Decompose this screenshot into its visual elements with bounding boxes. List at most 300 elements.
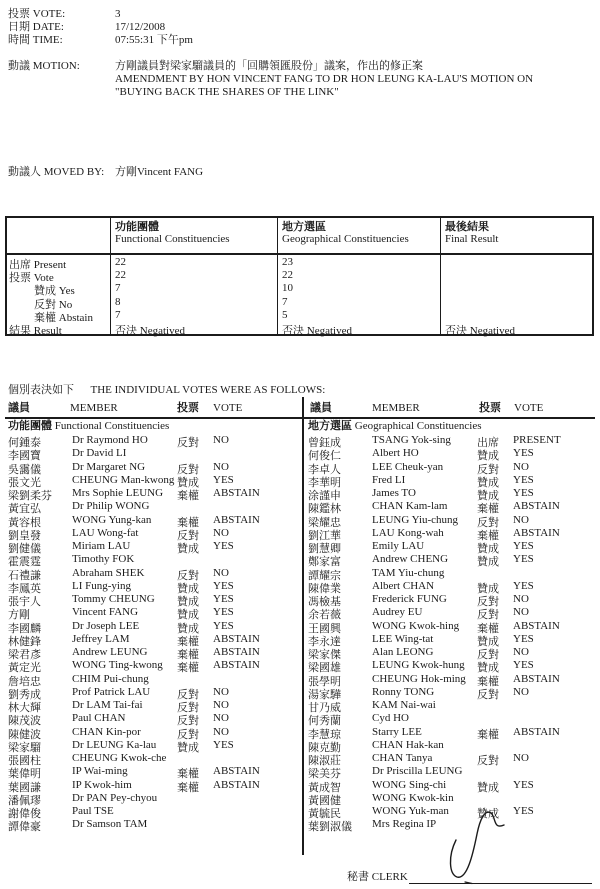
member-vote-en: ABSTAIN (513, 672, 560, 685)
clerk-signature-icon (438, 806, 558, 886)
member-row (308, 739, 600, 752)
vote-number-label: 投票 VOTE: (8, 8, 66, 20)
member-row (8, 633, 300, 646)
member-vote-zh: 棄權 (477, 529, 499, 542)
member-name-en: CHAN Kam-lam (372, 500, 448, 513)
member-vote-zh: 棄權 (177, 662, 199, 675)
member-name-en: WONG Kwok-kin (372, 791, 454, 804)
left-member-header-zh: 議員 (8, 402, 30, 414)
member-name-en: IP Kwok-him (72, 778, 132, 791)
member-vote-en: NO (513, 752, 529, 764)
member-row (8, 500, 300, 516)
member-row (8, 659, 300, 675)
member-row (308, 580, 600, 593)
summary-fc-value: 22 (115, 269, 126, 282)
member-name-en: CHIM Pui-chung (72, 672, 149, 685)
member-row (308, 726, 600, 739)
member-name-en: KAM Nai-wai (372, 699, 436, 711)
member-name-zh: 梁美芬 (308, 768, 341, 781)
motion-label: 動議 MOTION: (8, 60, 80, 72)
member-name-zh: 劉慧卿 (308, 543, 341, 555)
member-row (8, 447, 300, 463)
member-name-en: WONG Yuk-man (372, 805, 449, 817)
member-vote-zh: 棄權 (477, 728, 499, 741)
summary-gc-value: 5 (282, 308, 288, 321)
summary-col-fc-zh-text: 功能團體 (115, 221, 159, 233)
summary-fc-value: 8 (115, 295, 121, 308)
member-name-zh: 甘乃威 (308, 702, 341, 714)
member-row (308, 620, 600, 633)
member-name-en: WONG Ting-kwong (72, 659, 163, 672)
member-vote-en: YES (213, 593, 234, 605)
member-vote-en: NO (513, 685, 529, 698)
member-name-en: Fred LI (372, 473, 406, 486)
member-name-en: IP Wai-ming (72, 765, 128, 778)
summary-gc-value: 7 (282, 295, 288, 308)
individual-section-label (8, 384, 325, 396)
member-row (8, 514, 300, 527)
member-vote-en: NO (513, 646, 529, 658)
member-vote-en: ABSTAIN (513, 725, 560, 738)
member-vote-en: YES (513, 487, 534, 499)
member-name-zh: 梁家騮 (8, 741, 41, 754)
left-group-header-en: Functional Constituencies (54, 420, 170, 432)
member-name-en: Andrew LEUNG (72, 646, 148, 658)
member-vote-zh: 贊成 (477, 543, 499, 555)
member-name-en: CHAN Tanya (372, 752, 433, 764)
member-name-zh: 葉國謙 (8, 781, 41, 794)
member-name-zh: 馮檢基 (308, 596, 341, 608)
member-name-zh: 鄭家富 (308, 556, 341, 569)
time-label: 時間 TIME: (8, 34, 63, 46)
member-name-en: Abraham SHEK (72, 566, 145, 579)
member-vote-zh: 棄權 (177, 768, 199, 781)
member-vote-zh: 棄權 (177, 490, 199, 502)
member-row (308, 567, 600, 580)
member-name-zh: 梁國雄 (308, 662, 341, 675)
member-vote-zh: 棄權 (177, 781, 199, 794)
member-vote-en: NO (513, 606, 529, 619)
member-name-zh: 葉劉淑儀 (308, 821, 352, 834)
member-row (8, 434, 300, 447)
right-member-header-en: MEMBER (372, 402, 420, 414)
member-name-zh: 陳茂波 (8, 715, 41, 728)
member-name-en: WONG Sing-chi (372, 778, 447, 791)
member-vote-zh: 反對 (177, 688, 199, 701)
member-name-en: Ronny TONG (372, 685, 435, 698)
member-vote-zh: 贊成 (177, 476, 199, 489)
member-vote-zh: 出席 (477, 437, 499, 449)
member-name-zh: 譚耀宗 (308, 569, 341, 582)
member-name-en: Miriam LAU (72, 540, 131, 552)
member-name-zh: 梁耀忠 (308, 516, 341, 529)
member-name-zh: 王國興 (308, 622, 341, 635)
member-vote-zh: 贊成 (477, 450, 499, 463)
member-name-zh: 劉健儀 (8, 543, 41, 555)
member-vote-zh: 贊成 (477, 490, 499, 502)
summary-row-label: 結果 Result (9, 325, 62, 337)
member-vote-zh: 反對 (477, 755, 499, 767)
summary-gc-value: 23 (282, 256, 293, 268)
member-vote-en: YES (213, 579, 234, 592)
summary-col-final-zh-text: 最後結果 (445, 221, 489, 233)
member-name-zh: 陳鑑林 (308, 503, 341, 516)
member-vote-en: ABSTAIN (213, 659, 260, 672)
member-name-en: Starry LEE (372, 725, 422, 738)
member-vote-en: ABSTAIN (513, 619, 560, 632)
summary-col-fc-en: Functional Constituencies (115, 233, 230, 245)
member-name-en: LEE Cheuk-yan (372, 460, 444, 473)
moved-by-label: 動議人 MOVED BY: (8, 166, 105, 178)
member-vote-zh: 棄權 (177, 649, 199, 661)
member-name-en: Emily LAU (372, 540, 425, 552)
member-vote-zh: 贊成 (477, 476, 499, 489)
member-name-en: CHAN Hak-kan (372, 738, 444, 751)
date-value: 17/12/2008 (115, 21, 166, 33)
member-vote-zh: 反對 (477, 463, 499, 476)
member-vote-en: YES (513, 805, 534, 817)
member-row (308, 553, 600, 569)
member-name-en: LAU Kong-wah (372, 526, 444, 539)
member-row (308, 765, 600, 781)
member-row (308, 792, 600, 805)
member-row (8, 699, 300, 712)
member-row (8, 818, 300, 834)
member-name-zh: 詹培忠 (8, 675, 41, 688)
member-name-en: Dr David LI (72, 447, 127, 460)
member-vote-en: NO (213, 460, 229, 473)
member-name-en: LAU Wong-fat (72, 526, 139, 539)
right-group-header (308, 420, 482, 432)
member-row (308, 673, 600, 686)
member-name-en: Paul CHAN (72, 712, 126, 725)
member-name-zh: 黃宜弘 (8, 503, 41, 516)
summary-col-gc-zh-text: 地方選區 (282, 221, 326, 233)
summary-fc-value: 22 (115, 256, 126, 268)
member-name-zh: 劉秀成 (8, 688, 41, 701)
member-name-en: TAM Yiu-chung (372, 566, 445, 579)
summary-col-fc-zh (115, 221, 159, 233)
left-vote-header-zh: 投票 (177, 402, 199, 414)
left-group-header-zh: 功能團體 (8, 420, 52, 432)
member-name-zh: 梁劉柔芬 (8, 490, 52, 502)
member-row (8, 461, 300, 474)
member-name-en: Cyd HO (372, 712, 409, 725)
member-name-zh: 張國柱 (8, 755, 41, 767)
member-row (308, 779, 600, 792)
member-name-zh: 陳健波 (8, 728, 41, 741)
member-name-en: James TO (372, 487, 416, 499)
column-divider-line (302, 397, 304, 855)
summary-fc-value: 7 (115, 308, 121, 321)
member-name-en: Dr Raymond HO (72, 434, 148, 446)
member-vote-zh: 贊成 (477, 556, 499, 569)
member-row (8, 712, 300, 728)
member-vote-en: ABSTAIN (213, 632, 260, 645)
member-vote-en: ABSTAIN (513, 500, 560, 513)
member-name-zh: 劉皇發 (8, 529, 41, 542)
individual-header-rule (5, 417, 595, 419)
member-vote-en: YES (513, 553, 534, 566)
member-name-en: LEE Wing-tat (372, 632, 434, 645)
member-name-en: Audrey EU (372, 606, 423, 619)
member-vote-en: YES (513, 473, 534, 486)
member-name-zh: 李永達 (308, 635, 341, 648)
member-vote-zh: 反對 (177, 702, 199, 714)
summary-row-label: 棄權 Abstain (34, 311, 93, 324)
member-name-zh: 黃成智 (308, 781, 341, 794)
right-group-header-zh: 地方選區 (308, 420, 352, 432)
member-name-zh: 陳克勤 (308, 741, 341, 754)
summary-gc-value: 22 (282, 269, 293, 282)
member-row (308, 527, 600, 540)
member-vote-zh: 棄權 (477, 503, 499, 516)
member-name-zh: 李慧琼 (308, 728, 341, 741)
member-name-en: Vincent FANG (72, 606, 139, 619)
right-vote-header-zh: 投票 (479, 402, 501, 414)
member-row (308, 514, 600, 527)
member-vote-zh: 贊成 (477, 582, 499, 595)
member-name-en: CHAN Kin-por (72, 725, 141, 738)
summary-row-label: 投票 Vote (9, 272, 54, 285)
member-name-zh: 劉江華 (308, 529, 341, 542)
member-row (8, 805, 300, 818)
member-row (8, 765, 300, 781)
member-name-zh: 何鍾泰 (8, 437, 41, 449)
member-vote-en: ABSTAIN (213, 765, 260, 778)
member-vote-zh: 贊成 (477, 635, 499, 648)
member-name-zh: 梁君彥 (8, 649, 41, 661)
member-name-zh: 黃毓民 (308, 808, 341, 820)
member-vote-zh: 贊成 (477, 662, 499, 675)
member-vote-en: YES (213, 540, 234, 552)
member-name-en: Jeffrey LAM (72, 632, 130, 645)
member-name-zh: 李國寶 (8, 450, 41, 463)
member-vote-zh: 贊成 (177, 622, 199, 635)
member-name-en: CHEUNG Man-kwong (72, 473, 175, 486)
member-name-zh: 陳淑莊 (308, 755, 341, 767)
member-name-zh: 何俊仁 (308, 450, 341, 463)
member-vote-zh: 棄權 (477, 622, 499, 635)
member-vote-en: YES (513, 447, 534, 460)
member-name-zh: 梁家傑 (308, 649, 341, 661)
summary-table (5, 216, 594, 336)
member-name-zh: 湯家驊 (308, 688, 341, 701)
member-row (308, 646, 600, 659)
member-name-zh: 林大輝 (8, 702, 41, 714)
right-vote-header-en: VOTE (514, 402, 544, 414)
member-vote-zh: 棄權 (177, 516, 199, 529)
member-name-zh: 張學明 (308, 675, 341, 688)
member-vote-zh: 反對 (477, 596, 499, 608)
summary-row-label: 反對 No (34, 298, 73, 311)
member-vote-zh: 贊成 (177, 741, 199, 754)
member-vote-en: NO (213, 712, 229, 725)
member-name-en: TSANG Yok-sing (372, 434, 451, 446)
member-row (308, 474, 600, 487)
member-row (8, 606, 300, 622)
member-vote-en: YES (513, 540, 534, 552)
member-vote-zh: 反對 (477, 649, 499, 661)
member-row (8, 553, 300, 569)
member-name-zh: 張文光 (8, 476, 41, 489)
member-name-en: Tommy CHEUNG (72, 593, 155, 605)
member-vote-zh: 反對 (177, 463, 199, 476)
member-vote-en: YES (513, 659, 534, 672)
member-name-zh: 何秀蘭 (308, 715, 341, 728)
member-name-en: WONG Yung-kan (72, 513, 152, 526)
member-name-zh: 潘佩璆 (8, 794, 41, 807)
member-row (8, 792, 300, 805)
member-row (8, 726, 300, 739)
member-vote-en: YES (213, 738, 234, 751)
member-name-zh: 林健鋒 (8, 635, 41, 648)
member-vote-en: NO (513, 513, 529, 526)
member-row (8, 752, 300, 765)
summary-fc-value: 7 (115, 282, 121, 295)
member-row (8, 593, 300, 606)
member-name-en: Prof Patrick LAU (72, 685, 151, 698)
member-vote-en: YES (513, 778, 534, 791)
member-row (8, 646, 300, 659)
member-name-zh: 黃國健 (308, 794, 341, 807)
member-vote-zh: 反對 (177, 728, 199, 741)
summary-row-label: 贊成 Yes (34, 285, 75, 298)
left-vote-header-en: VOTE (213, 402, 243, 414)
member-row (308, 633, 600, 646)
member-vote-en: YES (213, 619, 234, 632)
summary-table-divider-1 (110, 218, 111, 334)
right-member-header-zh: 議員 (310, 402, 332, 414)
member-vote-zh: 反對 (477, 609, 499, 622)
member-vote-en: ABSTAIN (213, 646, 260, 658)
member-name-en: Andrew CHENG (372, 553, 449, 566)
member-row (8, 739, 300, 752)
member-vote-zh: 贊成 (177, 609, 199, 622)
member-vote-en: NO (213, 566, 229, 579)
summary-final-value: 否決 Negatived (445, 325, 515, 337)
summary-col-gc-en: Geographical Constituencies (282, 233, 409, 245)
member-name-zh: 李國麟 (8, 622, 41, 635)
member-name-en: LI Fung-ying (72, 579, 131, 592)
member-name-zh: 李鳳英 (8, 582, 41, 595)
member-name-en: Frederick FUNG (372, 593, 447, 605)
member-name-en: Dr Joseph LEE (72, 619, 140, 632)
summary-fc-value: 否決 Negatived (115, 325, 185, 337)
member-row (308, 686, 600, 699)
summary-gc-value: 10 (282, 282, 293, 295)
member-name-zh: 李華明 (308, 476, 341, 489)
right-group-header-en: Geographical Constituencies (354, 420, 482, 432)
member-row (8, 580, 300, 593)
member-row (8, 567, 300, 580)
member-vote-en: NO (513, 593, 529, 605)
summary-table-divider-2 (277, 218, 278, 334)
member-vote-en: NO (213, 699, 229, 711)
date-label: 日期 DATE: (8, 21, 64, 33)
member-vote-en: NO (213, 434, 229, 446)
member-name-en: LEUNG Yiu-chung (372, 513, 459, 526)
member-vote-en: ABSTAIN (213, 778, 260, 791)
moved-by-value: 方剛Vincent FANG (115, 166, 204, 178)
member-row (8, 779, 300, 792)
member-row (308, 434, 600, 447)
member-vote-zh: 反對 (177, 529, 199, 542)
member-name-en: Mrs Regina IP (372, 818, 437, 831)
member-name-en: Dr LEUNG Ka-lau (72, 738, 157, 751)
member-row (308, 752, 600, 765)
member-vote-zh: 贊成 (477, 808, 499, 820)
member-vote-en: NO (213, 685, 229, 698)
member-name-en: Timothy FOK (72, 553, 135, 566)
member-name-zh: 吳靄儀 (8, 463, 41, 476)
member-name-en: LEUNG Kwok-hung (372, 659, 465, 672)
member-name-zh: 李卓人 (308, 463, 341, 476)
member-vote-zh: 贊成 (177, 596, 199, 608)
member-name-zh: 方剛 (8, 609, 30, 622)
member-vote-en: NO (213, 526, 229, 539)
member-name-zh: 余若薇 (308, 609, 341, 622)
vote-number-value: 3 (115, 8, 121, 20)
member-row (8, 474, 300, 487)
summary-col-gc-zh (282, 221, 326, 233)
summary-table-divider-3 (440, 218, 441, 334)
member-name-zh: 陳偉業 (308, 582, 341, 595)
member-name-en: Mrs Sophie LEUNG (72, 487, 164, 499)
member-name-zh: 黃容根 (8, 516, 41, 529)
member-vote-en: YES (513, 632, 534, 645)
member-vote-en: ABSTAIN (513, 526, 560, 539)
member-name-zh: 霍震霆 (8, 556, 41, 569)
member-vote-zh: 贊成 (177, 582, 199, 595)
member-name-en: WONG Kwok-hing (372, 619, 460, 632)
left-member-header-en: MEMBER (70, 402, 118, 414)
member-row (308, 699, 600, 712)
member-name-zh: 曾鈺成 (308, 437, 341, 449)
member-vote-en: YES (513, 579, 534, 592)
member-name-en: Dr LAM Tai-fai (72, 699, 143, 711)
member-row (8, 620, 300, 633)
member-name-zh: 石禮謙 (8, 569, 41, 582)
member-row (308, 712, 600, 728)
summary-col-final-en: Final Result (445, 233, 499, 245)
member-row (308, 500, 600, 516)
member-vote-zh: 贊成 (177, 543, 199, 555)
member-name-en: Albert CHAN (372, 579, 435, 592)
member-vote-en: ABSTAIN (213, 487, 260, 499)
member-row (8, 673, 300, 686)
member-row (308, 540, 600, 553)
member-row (308, 659, 600, 675)
member-vote-en: NO (213, 725, 229, 738)
motion-line-en2: "BUYING BACK THE SHARES OF THE LINK" (115, 86, 339, 98)
member-vote-zh: 反對 (177, 437, 199, 449)
member-name-zh: 黃定光 (8, 662, 41, 675)
member-row (8, 527, 300, 540)
member-name-en: Albert HO (372, 447, 419, 460)
member-name-en: CHEUNG Kwok-che (72, 752, 167, 764)
member-vote-zh: 反對 (177, 715, 199, 728)
member-vote-zh: 棄權 (477, 675, 499, 688)
summary-header-rule (7, 253, 592, 255)
member-row (308, 461, 600, 474)
member-vote-en: NO (513, 460, 529, 473)
member-vote-zh: 反對 (477, 688, 499, 701)
member-name-zh: 譚偉豪 (8, 821, 41, 834)
individual-section-label-en: THE INDIVIDUAL VOTES WERE AS FOLLOWS: (90, 384, 326, 396)
member-vote-zh: 反對 (177, 569, 199, 582)
member-vote-en: ABSTAIN (213, 513, 260, 526)
